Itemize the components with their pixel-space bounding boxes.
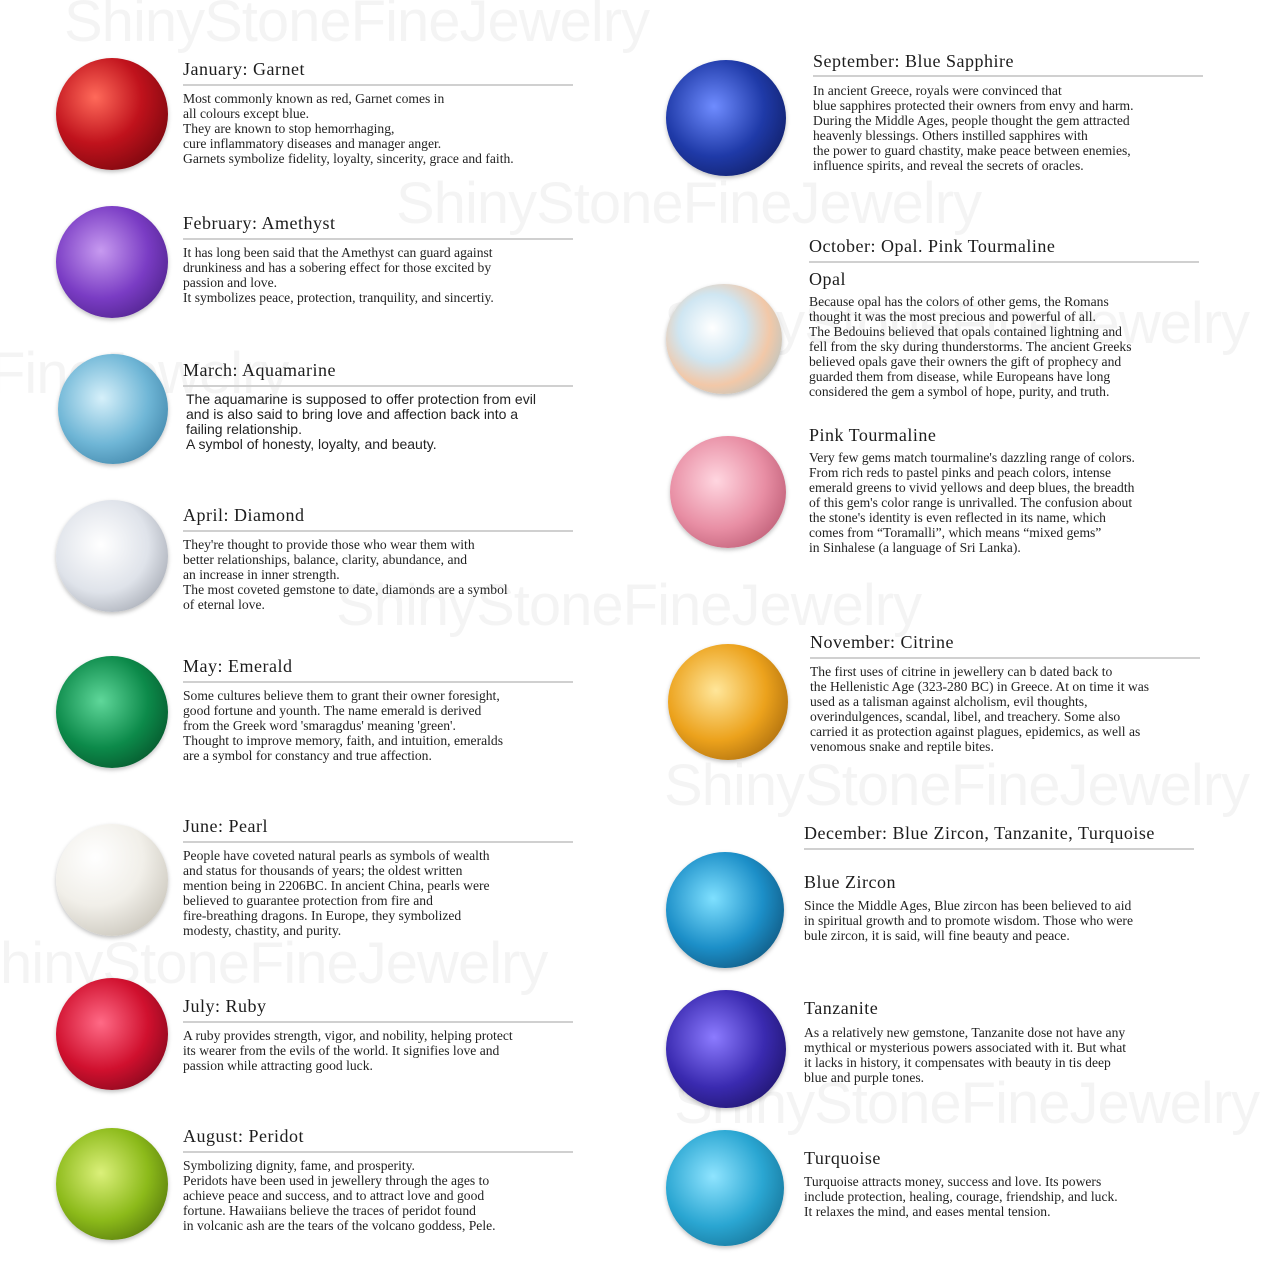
turquoise-gem-image [666,1130,784,1246]
emerald-gem-image [56,656,168,768]
subsection-text-turquoise: Turquoise attracts money, success and love. Its powers include protection, healing, courage, friendship, and luck. It relaxes the mind, and eases mental tension. [804,1174,1118,1219]
watermark [396,170,981,237]
subsection-text-blue-zircon: Since the Middle Ages, Blue zircon has been believed to aid in spiritual growth and to promote wisdom. Those who were bule zircon, it is said, will fine beauty and peace. [804,898,1133,943]
garnet-gem-image [56,58,168,170]
divider [183,238,573,240]
section-title-september: September: Blue Sapphire [813,51,1014,71]
blue-zircon-gem-image [666,852,784,968]
subsection-title-tanzanite: Tanzanite [804,998,879,1018]
section-title-january: January: Garnet [183,59,305,79]
divider [183,530,573,532]
divider [810,657,1200,659]
section-text-september: In ancient Greece, royals were convinced that blue sapphires protected their owners from envy and harm. During the Middle Ages, people thought the gem attracted heavenly blessings. Others instilled sapphires with the power to guard chastity, make peace between enemies, influence spirits, and reveal the secrets of oracles. [813,83,1134,173]
subsection-title-turquoise: Turquoise [804,1148,881,1168]
section-title-december: December: Blue Zircon, Tanzanite, Turquoise [804,823,1155,843]
aquamarine-gem-image [58,354,168,464]
divider [183,1151,573,1153]
opal-gem-image [666,284,782,394]
divider [183,681,573,683]
tanzanite-gem-image [666,990,786,1108]
section-text-july: A ruby provides strength, vigor, and nobility, helping protect its wearer from the evils of the world. It signifies love and passion while attracting good luck. [183,1028,513,1073]
sapphire-gem-image [666,60,786,176]
section-title-october: October: Opal. Pink Tourmaline [809,236,1056,256]
divider [183,84,573,86]
divider [809,261,1199,263]
subsection-text-pink-tourmaline: Very few gems match tourmaline's dazzling range of colors. From rich reds to pastel pinks and peach colors, intense emerald greens to vivid yellows and deep blues, the breadth of this gem's color range is unrivalled. The confusion about the stone's identity is even reflected in its name, which comes from “Toramalli”, which means “mixed gems” in Sinhalese (a language of Sri Lanka). [809,450,1135,555]
section-title-may: May: Emerald [183,656,293,676]
divider [183,1021,573,1023]
pearl-gem-image [56,824,168,936]
section-title-june: June: Pearl [183,816,268,836]
section-text-february: It has long been said that the Amethyst can guard against drunkiness and has a sobering effect for those excited by passion and love. It symbolizes peace, protection, tranquility, and sincertiy. [183,245,494,305]
subsection-title-blue-zircon: Blue Zircon [804,872,896,892]
section-text-april: They're thought to provide those who wear them with better relationships, balance, clarity, abundance, and an increase in inner strength. The most coveted gemstone to date, diamonds are a symbol of eternal love. [183,537,508,612]
section-text-may: Some cultures believe them to grant their owner foresight, good fortune and younth. The name emerald is derived from the Greek word 'smaragdus' meaning 'green'. Thought to improve memory, faith, and intuition, emeralds are a symbol for constancy and true affection. [183,688,504,763]
section-text-june: People have coveted natural pearls as symbols of wealth and status for thousands of years; the oldest written mention being in 2206BC. In ancient China, pearls were believed to guarantee protection from fire and fire-breathing dragons. In Europe, they symbolized modesty, chastity, and purity. [183,848,490,938]
citrine-gem-image [668,644,788,760]
section-title-april: April: Diamond [183,505,305,525]
watermark [64,0,649,55]
section-title-february: February: Amethyst [183,213,336,233]
subsection-text-opal: Because opal has the colors of other gems, the Romans thought it was the most precious and powerful of all. The Bedouins believed that opals contained lightning and fell from the sky during thunderstorms. The ancient Greeks believed opals gave their owners the gift of prophecy and guarded them from disease, while Europeans have long considered the gem a symbol of hope, purity, and truth. [809,294,1132,399]
section-title-august: August: Peridot [183,1126,305,1146]
section-title-march: March: Aquamarine [183,360,336,380]
peridot-gem-image [56,1128,168,1240]
subsection-title-pink-tourmaline: Pink Tourmaline [809,425,937,445]
diamond-gem-image [56,500,168,612]
amethyst-gem-image [56,206,168,318]
section-text-january: Most commonly known as red, Garnet comes in all colours except blue. They are known to stop hemorrhaging, cure inflammatory diseases and manager anger. Garnets symbolize fidelity, loyalty, sincerity, grace and faith. [183,91,514,166]
section-title-november: November: Citrine [810,632,954,652]
subsection-text-tanzanite: As a relatively new gemstone, Tanzanite dose not have any mythical or mysterious powers associated with it. But what it lacks in history, it compensates with beauty in tis deep blue and purple tones. [804,1025,1127,1085]
section-text-march: The aquamarine is supposed to offer protection from evil and is also said to bring love and affection back into a failing relationship. A symbol of honesty, loyalty, and beauty. [186,391,536,452]
watermark [664,752,1249,819]
section-text-august: Symbolizing dignity, fame, and prosperity. Peridots have been used in jewellery through the ages to achieve peace and success, and to attract love and good fortune. Hawaiians believe the traces of peridot found in volcanic ash are the tears of the volcano goddess, Pele. [183,1158,496,1233]
pink-tourmaline-gem-image [670,436,786,548]
divider [804,848,1194,850]
subsection-title-opal: Opal [809,269,846,289]
section-title-july: July: Ruby [183,996,267,1016]
ruby-gem-image [56,978,168,1090]
divider [813,75,1203,77]
divider [183,841,573,843]
divider [183,385,573,387]
section-text-november: The first uses of citrine in jewellery can b dated back to the Hellenistic Age (323-280 BC) in Greece. At on time it was used as a talisman against alcholism, evil thoughts, overindulgences, scandal, libel, and treachery. Some also carried it as protection against plagues, epidemics, as well as venomous snake and reptile bites. [810,664,1150,754]
